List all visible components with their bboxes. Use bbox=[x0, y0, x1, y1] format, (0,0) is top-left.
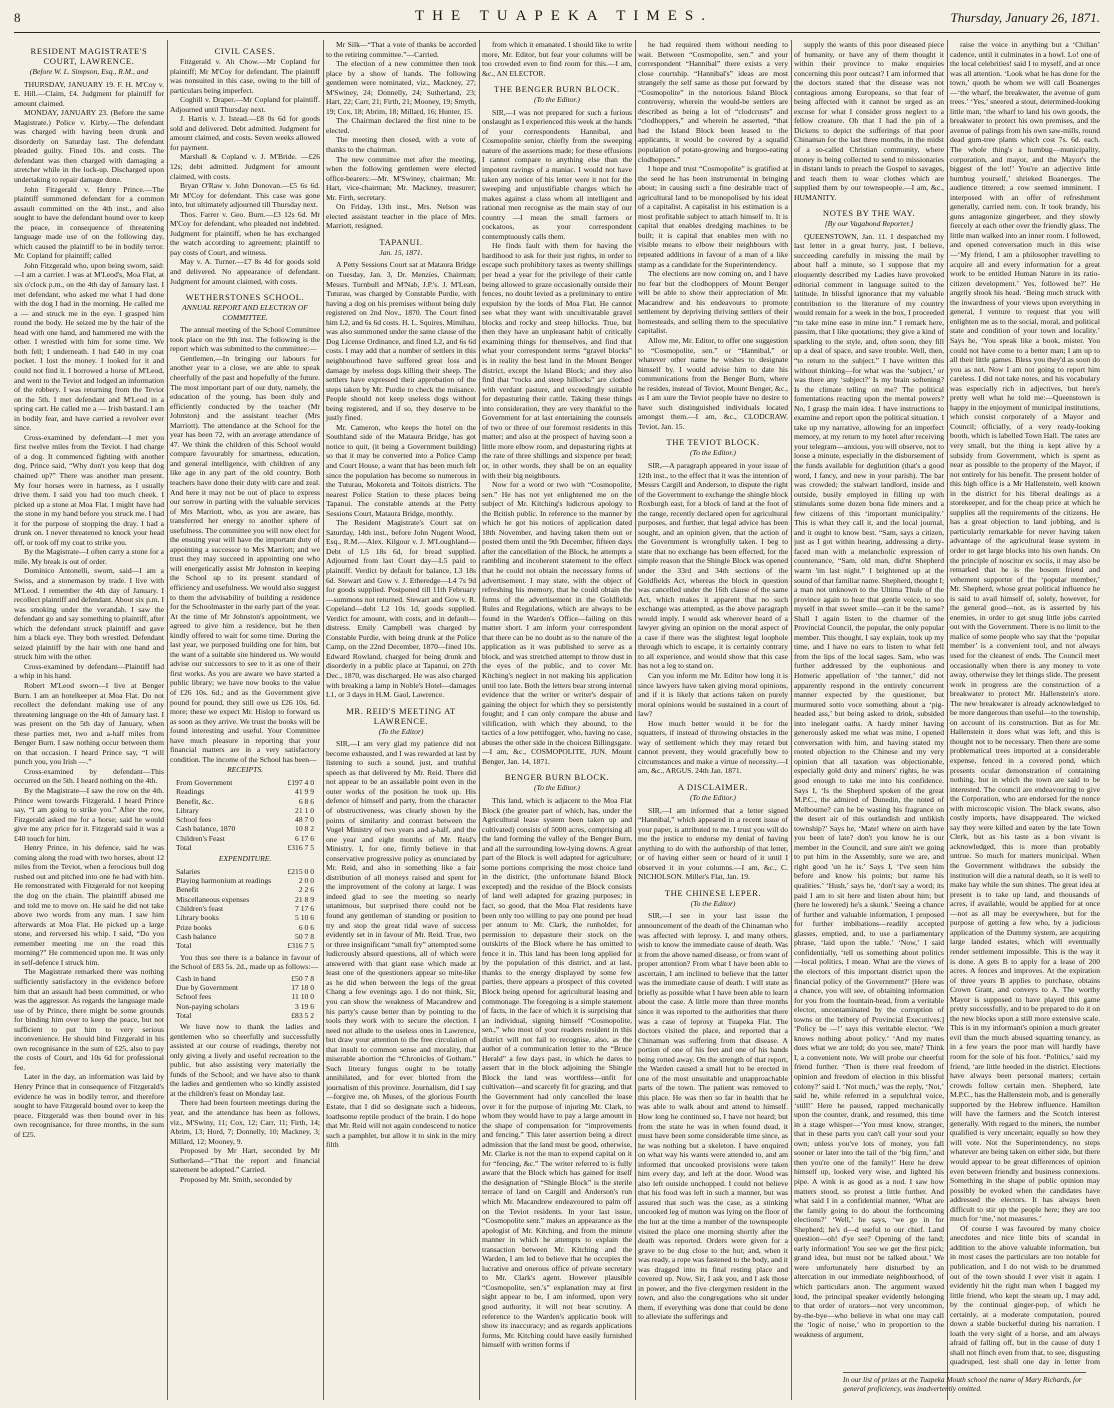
column-container bbox=[14, 40, 1100, 1400]
footnote-notice: In our list of prizes at the Tuapeka Mouth school the name of Mary Richards, for general proficiency, was inadvertently omitted. bbox=[843, 1372, 1086, 1393]
article-paragraph: The Magistrate remarked there was nothing sufficiently satisfactory in the evidence before him that an assault had been committed, or who was the aggressor. As regards the language made use of by Prince, there might be some grounds for binding him over to keep the peace, but not sufficient to put him to very serious inconvenience. He should bind Fitzgerald in his own recognisance in the sum of £25, also to pay the costs of Court, and 10s 6d for professional fee. bbox=[14, 967, 164, 1072]
article-paragraph: This land, which is adjacent to the Moa Flat Block (the greater part of which, has, under the Agricultural lease system been taken up and cultivated) consists of 5000 acres, comprising all the land forming the valley of the Benger Burn, and all the surrounding low-lying downs. A great part of the Block is well adapted for agriculture; some portions comprising the most choice land in the district, (the unfortunate Island Block excepted) and the residue of the Block consists of land well adapted for grazing purposes; in fact, so good, that the Moa Flat residents have been only too willing to pay one pound per head per annum to Mr. Clark, the runholder, for permission to depasture their stock on the outskirts of the Block where he has omitted to fence it in. This land has been long applied for by the population of this district, and at last, thanks to the energy displayed by some few parties, there appears a prospect of this coveted Block being opened for agricultural leasing and commonage. The foregoing is a simple statement of facts, in the face of which it is surprising that an individual, signing himself “Cosmopolite, sen.,” who most of your readers resident in this district will not fail to recognise, also, as the author of a communication letter to the “Bruce Herald” a few days past, in which he dares to assert that in the block adjoining the Shingle Block the land was worthless—unfit for cultivation—and scarcely fit for grazing, and that the Government had only cancelled the lease over it for the purpose of injuring Mr. Clark, to whom they would have to pay a large amount in the shape of compensation for “improvements and fencing.” This later assertion being a direct admission that the land must be good, otherwise, Mr. Clarke is not the man to expend capital on it for “fencing, &c.” The writer referred to is fully aware that the Block which has gained for itself the designation of “Shingle Block” is the sterile terrace of land on Cargill and Anderson's run which Mr. Macandrew endeavoured to palm off on the Teviot residents. In your last issue, “Cosmopolite senr.” makes an appearance as the apologist of Mr. Kitching, and from the minute manner in which he attempts to explain the transaction between Mr. Kitching and the Warden, I am led to believe that he occupies the lucrative and onerous office of private secretary to Mr. Clark's agent. However plausible “Cosmopolite, sen.'s” explanation may at first sight appear to be, I am informed, upon very good authority, it will not bear scrutiny. A reference to the Warden's applicatio book will show its inaccuracy; and as regards applications forms, Mr. Kitching could have easily furnished himself with written forms if bbox=[482, 796, 632, 1350]
article-paragraph: Thos. Farrer v. Geo. Burn.—£3 12s 6d. Mr M'Coy for defendant, who pleaded not indebted. Judgment for plaintiff, when he has exchanged the watch according to agreement; plaintiff to pay costs of Court, and witness. bbox=[170, 209, 320, 257]
article-paragraph: A Petty Sessions Court sat at Mataura Bridge on Tuesday, Jan. 3, Dr. Menzies, Chairman; Messrs. Turnbull and M'Nab, J.P.'s. J. M'Lean, Tuturau, was charged by Constable Purdie, with having a dog on his premises without being duly registered on 2nd Nov., 1870. The Court fined him L2, and 6s 6d costs. H. L. Squires, Mimihau, was also summoned under the same clause of the Dog License Ordinance, and fined L2, and 6s 6d costs. I may add that a number of settlers in this neighbourhood have suffered great loss and damage by useless dogs killing their sheep. The settlers have expressed their approbation of the steps taken by Mr. Purdie to check the nuisance. People should not keep useless dogs without being registered, and if so, they deserve to be justly fined. bbox=[326, 260, 476, 423]
table-amount-cell: 48 7 0 bbox=[295, 815, 314, 825]
table-label-cell: School fees bbox=[176, 992, 212, 1002]
table-amount-cell: 41 9 9 bbox=[295, 787, 314, 797]
column-6 bbox=[794, 40, 944, 1400]
article-paragraph: On Friday, 13th inst., Mrs. Nelson was elected assistant teacher in the place of Mrs. Marriott, resigned. bbox=[326, 202, 476, 231]
table-row bbox=[176, 923, 314, 932]
article-paragraph: supply the wants of this poor diseased piece of humanity, or have any of them thought it within their province to make enquiries concerning this poor outcast? I am informed that the doctors stated that the disease was not contagious among Europeans, so that fear of being affected with it cannot be urged as an excuse for what I consider gross neglect to a fellow creature. Oh that I had the pin of a Dickens to depict the sufferings of that poor Chinaman for the last three months, in the midst of a so-called Christian community, where money is being collected to send to missionaries in distant lands to preach the Gospel to savages, and teach them to wear clothes which are supplied them by our townspeople.—I am, &c., HUMANITY. bbox=[794, 40, 944, 202]
table-amount-cell: £316 7 5 bbox=[287, 941, 314, 951]
table-label-cell: Readings bbox=[176, 787, 205, 797]
article-paragraph: Cross-examined by defendant—This occurred on the 5th. I heard nothing on the 4th. bbox=[14, 766, 164, 786]
table-amount-cell: £316 7 5 bbox=[287, 843, 314, 852]
article-subheading: Jan. 15, 1871. bbox=[379, 247, 423, 257]
table-row bbox=[176, 815, 314, 824]
table-row bbox=[176, 913, 314, 922]
article-paragraph: You thus see there is a balance in favour of the School of £83 5s. 2d., made up as follows:— bbox=[170, 952, 320, 972]
article-heading: TAPANUI. bbox=[379, 236, 423, 247]
financial-table bbox=[176, 867, 314, 951]
table-row bbox=[176, 932, 314, 941]
table-row bbox=[176, 834, 314, 843]
masthead bbox=[14, 6, 1100, 33]
article-paragraph: The annual meeting of the School Committee took place on the 9th inst. The following is the report which was submitted to the committee:— bbox=[170, 325, 320, 354]
column-rule bbox=[479, 40, 480, 1400]
table-label-cell: Total bbox=[176, 941, 192, 951]
article-subheading: (To the Editor) bbox=[690, 898, 736, 908]
table-amount-cell: £197 4 0 bbox=[287, 777, 314, 787]
article-paragraph: Dominico Antonelli, sworn, said—I am a Swiss, and a stonemason by trade. I live with M'Leod. I remember the 4th day of January. I recollect plaintiff and defendant. About six p.m. I was smoking under the verandah. I saw the defendant go and say something to plaintiff, after which the defendant struck plaintiff and gave him a black eye. They both wrestled. Defendant seized plaintiff by the hair with one hand and struck him with the other. bbox=[14, 566, 164, 662]
article-paragraph: There had been fourteen meetings during the year, and the attendance has been as follows, viz., M'Swiny, 11; Cox, 12; Carr, 11; Firth, 14; Abrim, 13; Hord, 7; Donnelly, 10; Mackney, 3; Millard, 12; Mooney, 9. bbox=[170, 1098, 320, 1146]
table-label-cell: School fees bbox=[176, 815, 212, 825]
table-label-cell: Library bbox=[176, 805, 199, 815]
table-row bbox=[176, 806, 314, 815]
table-amount-cell: 11 10 0 bbox=[291, 992, 314, 1002]
table-label-cell: From Government bbox=[176, 777, 233, 787]
article-subheading: RECEIPTS. bbox=[226, 765, 264, 775]
article-paragraph: The meeting then closed, with a vote of thanks to the chairman. bbox=[326, 135, 476, 155]
article-paragraph: THURSDAY, JANUARY 19. F. H. M'Coy v. E. Hill.—Claim, £4. Judgment for plaintiff for amount claimed. bbox=[14, 79, 164, 108]
article-heading: THE BENGER BURN BLOCK. bbox=[494, 84, 620, 95]
table-row bbox=[176, 1002, 314, 1011]
column-2 bbox=[170, 40, 320, 1400]
article-paragraph: By the Magistrate—I often carry a stone for a mile. My break is out of order. bbox=[14, 547, 164, 566]
article-heading: NOTES BY THE WAY. bbox=[822, 208, 916, 219]
article-paragraph: How much better would it be for the squatters, if instead of throwing obstacles in the way of settlement which they may retard but cannot prevent, they would gracefully bow to circumstances and make a virtue of necessity.—I am, &c., ARGUS. 24th Jan. 1871. bbox=[638, 718, 788, 776]
article-subheading: (To the Editor) bbox=[378, 726, 424, 736]
table-amount-cell: 21 8 9 bbox=[295, 894, 314, 904]
table-amount-cell: 21 1 0 bbox=[295, 805, 314, 815]
article-subheading: ANNUAL REPORT AND ELECTION OF COMMITTEE. bbox=[182, 303, 308, 322]
article-paragraph: Later in the day, an information was laid by Henry Prince that in consequence of Fitzgerald's evidence he was in bodily terror, and therefore sought to have Fitzgerald bound over to keep the peace. Fitzgerald was then bound over in his own recognisance, for three months, in the sum of £25. bbox=[14, 1072, 164, 1139]
table-row bbox=[176, 941, 314, 950]
article-paragraph: Proposed by Mr. Smith, seconded by bbox=[180, 1174, 293, 1184]
article-paragraph: Cross-examined by defendant—I met you first twelve miles from the Teviot. I had charge of a dog. It commenced fighting with another dog. Prince said, “Why don't you keep that dog chained up?” There was another man present. My four horses were in harness, as I usually drive them. I said you had too much cheek. I picked up a stone at Moa Flat. I might have had the stone in my hand before you struck me. I had it for the purpose of stopping the dray. I had a drunk on. I never threatened to knock your head off, or took off my coat to strike you. bbox=[14, 432, 164, 547]
issue-date: Thursday, January 26, 1871. bbox=[950, 10, 1100, 25]
column-rule bbox=[635, 40, 636, 1400]
article-paragraph: Robert M'Leod sworn—I live at Benger Burn. I am an hotelkeeper at Moa Flat. Do not recollect the defendant making use of any threatening language on the 4th of January last. I was present on the 5th day of January, when these parties met, two and a-half miles from Benger Burn. I saw nothing occur between them on that occasion. I heard Prince say, “I will punch you, you Irish —.” bbox=[14, 681, 164, 767]
table-row bbox=[176, 974, 314, 983]
table-amount-cell: 5 10 6 bbox=[295, 913, 314, 923]
article-paragraph: Gentlemen,—In bringing our labours for another year to a close, we are able to speak cheerfully of the past and hopefully of the future. The most important part of our duty, namely, the education of the young, has been duly and efficiently conducted by the teacher (Mr Johnston) and the assistant teacher (Mrs Marriott). The attendance at the School for the year has been 72, with an average attendance of 47. We think the children of this School would compare favourably for smartness, education, and general intelligence, with children of any like age in any part of the old country. Both teachers have done their duty with care and zeal. And here it may not be out of place to express our sorrow in parting with the valuable services of Mrs Marriott, who, as you are aware, has transferred her energy to another sphere of usefulness. The committee you will now elect for the ensuing year will have the important duty of appointing a successor to Mrs Marriott; and we trust they may succeed in appointing one who will energetically assist Mr Johnston in keeping the School up to its present standard of efficiency and usefulness. We would also suggest to them the advisability of building a residence for the Schoolmaster in the early part of the year. At the time of Mr Johnston's appointment, we agreed to give him a residence, but he then kindly offered to wait for some time. During the last year, we purposed building one for him, but the want of a suitable site hindered us. We would advise our successors to see to it as one of their first works. As you are aware we have started a public library; we have now books to the value of £26 10s. 6d.; and as the Government give pound for pound, they still owe us £26 10s. 6d. more; these we expect Mr. Hislop to forward us as soon as they arrive. We trust the books will be found interesting and useful. Your Committee have much pleasure in reporting that your financial matters are in a very satisfactory condition. The income of the School has been— bbox=[170, 353, 320, 764]
article-paragraph: By the Magistrate—I saw the row on the 4th. Prince went towards Fitzgerald. I heard Prince say, “I am going to strike you.” After the row, Fitzgerald asked me for a horse; said he would give me any price for it. Fitzgerald said it was a £40 touch for him. bbox=[14, 786, 164, 843]
article-subheading: (To the Editor.) bbox=[690, 793, 736, 803]
table-label-cell: Library books bbox=[176, 913, 219, 923]
column-rule bbox=[323, 40, 324, 1400]
table-label-cell: Benefit, &c. bbox=[176, 796, 214, 806]
column-7 bbox=[950, 40, 1100, 1366]
table-label-cell: Non-paying scholars bbox=[176, 1001, 240, 1011]
table-label-cell: Cash balance, 1870 bbox=[176, 824, 236, 834]
table-row bbox=[176, 787, 314, 796]
column-rule bbox=[167, 40, 168, 1400]
article-paragraph: Allow me, Mr. Editor, to offer one suggestion to “Cosmopolite, sen.” or “Hannibal,” or whatever other name he wishes to designate himself by. I would advise him to date his communications from the Benger Burn, where he resides, instead of Teviot, Mount Benger, &c., as I am sure the Teviot people have no desire to have such distinguished individuals located amongst them.—I am, &c., CLODCRAW. Teviot, Jan. 15. bbox=[638, 335, 788, 431]
column-1 bbox=[14, 40, 164, 1400]
column-5 bbox=[638, 40, 788, 1400]
article-paragraph: I hope and trust “Cosmopolite” is gratified at the seed he has been instrumental in bringing about; in causing such a fine desirable tract of agricultural land to be monopolised by his ideal of a capitalist. A capitalist in his estimation is a most profitable subject to attach himself to. It is capital that enables dredging machines to be built; it is capital that enables men with no visible means to elbow their neighbours with repeated additions in favour of a man of a like stamp as a candidate for the Superintendency. bbox=[638, 164, 788, 269]
article-paragraph: The elections are now coming on, and I have no fear but the clodhoppers of Mount Benger will be able to show their appreciation of Mr. Macandrew and his endeavours to promote settlement by depriving thriving settlers of their homesteads, and selling them to the speculative capitalist. bbox=[638, 269, 788, 336]
table-label-cell: Due by Government bbox=[176, 982, 238, 992]
table-amount-cell: £50 7 8 bbox=[291, 973, 314, 983]
article-paragraph: SIR,—I am very glad my patience did not become exhausted, and I was rewarded at last by listening to such a sound, just, and truthful speech as that delivered by Mr. Reid. There did not appear to be an assailable point even in the outer works of the position he took up. His defence of himself and party, from the character of obstructiveness, was clearly shown by the points of similarity and contrast between the Vogel Ministry of two years and a-half, and the one year and eight months of Mr. Reid's Ministry. I, for one, firmly believe in that conservative progressive policy as enunciated by Mr. Reid, and also in something like a fair distribution of all moneys raised and spent for the improvement of the colony at large. I was indeed glad to see the meeting so nearly unanimous, but surprised there could not be found any gentleman of standing or position to try and stop the great tidal wave of success evidently set in in favour of Mr. Reid. True, two or three insignificant “small fry” attempted some ludicrously absurd questions, all of which were answered with that giant ease which made at least one of the questioners appear so mite-like as he did when between the legs of the great Chang a few evenings ago. I do not think, Sir, you can show the weakness of Macandrew and his party's cause better than by pointing to the tools they work with to secure the election. I need not allude to the useless ones in Lawrence, but draw your attention to the free circulation of that insult to common sense and morality, that miserable abortion the “Chronicles of Gotham.” Such literary fungus ought to be totally annihilated, and for ever blotted from the journalism of this province. Journalism, did I say—forgive me, oh Muses, of the glorious Fourth Estate, that I did so designate such a hideous, loathsome reptile product of the brain. I do hope that Mr. Reid will not again condescend to notice such a pamphlet, but allow it to sink in the miry filth bbox=[326, 739, 476, 1150]
article-paragraph: May v. A. Turner.—£7 8s 4d for goods sold and delivered. No appearance of defendant. Judgment for amount claimed, with costs. bbox=[170, 257, 320, 286]
table-label-cell: Cash balance bbox=[176, 931, 217, 941]
article-paragraph: SIR,—I see in your last issue the announcement of the death of the Chinaman who was affected with leprosy. I, and many others, wish to know the immediate cause of death. Was it from the above named disease, or from want of proper attention? From what I have been able to ascertain, I am inclined to believe that the latter was the immediate cause of death. I will state as briefly as possible what I have been able to learn about the case. A little more than three months since it was reported to the authorities that there was a case of leprosy at Tuapeka Flat. The doctors visited the place, and reported that a Chinaman was suffering from that disease. A portion of one of his feet and one of his hands being rotted away. On the strength of that report, the Warden caused a small hut to be erected in one of the most unsuitable and unapproachable parts of the town. The patient was removed to this place. He was then so far in health that he was able to walk about and attend to himself. How long he continued so, I have not heard; but from the state he was in when found dead, it must have been some considerable time since, as he was nothing but a skeleton. I have enquired on what way his wants were attended to, and am informed that uncooked provisions were taken him every day, and left at the door. Wood was also left outside unchopped. I could not believe that his food was left in such a manner, but was assured that such was the case, as a stinking uncooked leg of mutton was lying on the floor of the hut at the time a number of the townspeople visited the place one morning shortly after the death was reported. Orders were given for a grave to be dug close to the hut; and, when it was ready, a rope was fastened to the body, and it was dragged into its final resting place and covered up. Now, Sir, I ask you, and I ask those in power, and the five clergymen resident in the town, and also the congregations who sit under them, if everything was done that could be done to alleviate the sufferings and bbox=[638, 911, 788, 1322]
financial-table bbox=[176, 778, 314, 852]
article-paragraph: John Fitzgerald v. Henry Prince.—The plaintiff summoned defendant for a common assault committed on the 4th inst., and also sought to have the defendant bound over to keep the peace, in consequence of threatening language made use of on the following day, which caused the plaintiff to be in bodily terror. Mr. Copland for plaintiff; called bbox=[14, 184, 164, 261]
article-paragraph: Now for a word or two with “Cosmopolite, sen.” He has not yet enlightened me on the subject of Mr. Kitching's ludicrous apology to the British public. In reference to the manner by which he got his notices of application dated 18th November, and having taken them out or posted them until the 9th December, fifteen days after the cancellation of the Block, he attempts a rambling and incoherent statement to the effect that he could not obtain the necessary forms of advertisement. I may state, with the object of refreshing his memory, that he could obtain the forms of the advertisement in the Goldfields Rules and Regulations, which are always to be found in the Warden's Office—failing on this matter short. I am inform your correspondent that there can be no doubt as to the nature of the application as it was published to serve as a block, and was stretched attempt to throw dust in the eyes of the public, and to cover Mr. Kitching's neglect in not making his application until too late. Both the letters bear strong internal evidence that the writer or writer's despair of gaining the object for which they so persistently fought; and I can only compare the abuse and vilification, with which they abound, to the tactics of a low pettifogger, who, having no case, abuses the other side in the choicest Billingsgate.—I am, &c., COSMOPOLITE, JUN. Mount Benger, Jan. 14, 1871. bbox=[482, 480, 632, 766]
article-paragraph: Coghill v. Draper.—Mr Copland for plaintiff. Adjourned until Thursday next. bbox=[170, 95, 320, 114]
table-amount-cell: 6 17 6 bbox=[295, 833, 314, 843]
article-heading: CIVIL CASES. bbox=[214, 46, 276, 56]
article-paragraph: The new committee met after the meeting, when the following gentlemen were elected office-bearers:—Mr. M'Swiney, chairman; Mr. Hart, vice-chairman; Mr. Mackney, treasurer; Mr. Firth, secretary. bbox=[326, 154, 476, 202]
table-label-cell: Benefit bbox=[176, 885, 199, 895]
article-paragraph: SIR,—A paragraph appeared in your issue of 12th inst., to the effect that it was the intention of Messrs Cargill and Anderson, to dispute the right of the Government to exchange the shingle block Roxburgh east, for a block of land at the foot of the range, recently declared open for agricultural purposes, and further, that legal advice has been sought, and an opinion given, that the action of the Government is wrongfully taken. I beg to state that no exchange has been effected, for the simple reason that the Shingle Block was opened under the 33rd and 34th sections of the Goldfields Act, whereas the block in question was cancelled under the 16th clause of the same Act, which makes it apparent that no such exchange was attempted, as the above paragraph would imply. I would ask wherever heard of a lawyer giving an opinion on the moral aspect of a case if there was the slightest legal loophole through which to escape, it is certainly contrary to all experience, and would show that this case has not a leg to stand on. bbox=[638, 460, 788, 671]
article-paragraph: raise the voice in anything but a ‘Chilian’ cadence, until it culminates in a howl. Lo! one of the local celebrities! said I to myself, and at once was all attention. ‘Look what he has done for the town,’ quoth he whom we will call Boanerges—‘the wharf, the breakwater, the avenue of gum trees.’ ‘Yes,’ sneered a stout, determined-looking little man, ‘the wharf to land his own goods, the breakwater to protect his own premises, and the avenue of palings from his own saw-mills, round dead gum-tree plants which cost 7s. 6d. each. The whole thing's a humbug—municipality, corporation, and mayor, and the Mayor's the biggest of the lot!’ You're an adjective little humbug yourself,’ shrieked Boanerges. The audience tittered; a row seemed imminent. I interposed with an offer of refreshment generally, carried nem. con. It took brandy, his guns antagonize gingerbeer, and they slowly fiercely at each other over the friendly glass. The little man walked into an inner room. I followed, and opened conversation much in this wise—‘My friend, I am a philosopher travelling to acquire all and every information for a great work to be entitled Human Nature in its ratio-citizen development.’ Yes, followed he?’ He angrily shook his head. ‘Being much struck with the inwardness of your views upon everything in general, I venture to request that you will enlighten me as to the social, moral, and political state and condition of your town and locality.’ Says he, ‘You speak like a book, mister. You could not have come to a better man; I am up to all their little games. Bless you they'd as soon do you as not. Now I am not going to report him careless. I did not take notes, and his vocabulary was especially rich in adjectives, but here's pretty well what he told me:—Queenstown is happy in the enjoyment of municipal institutions, which consist corporately of a Mayor and Council; officially, of a very ready-looking booth, which is labelled Town Hall. The rates are very small, but the thing is kept alive by a subsidy from Government, which is spent as near as possible to the property of the Mayor, if not entirely for his benefit. The present holder of this high office is a Mr Hallenstein, well known in the district for his liberal dealings as a storekeeper, and for the cheap price at which he supplies all the requirements of the citizens. He has a great objection to land jobbing, and is particularly remarkable for never having taken advantage of the agricultural lease system in order to get large blocks into his own hands. On the principle of noscitur ex sociis, it may also be remarked that he is the bosom friend and vehement supporter of the ‘popular member,’ Mr. Shepherd, whose great political influence he is said to avail himself of, solely, however, for the general good—not, as is asserted by his enemies, in order to get snug little jobs carried out with the Government. There is no limit to the malice of some people who say that the ‘popular member’ is a convenient tool, and not always used for the cleanest of ends. The Council meet occasionally when there is any money to vote away, otherwise they let things slide. The present work in progress are the construction of a breakwater to protect Mr. Hallenstein's store. The new breakwater is already acknowledged to be more dangerous than useful—to the township, on account of its construction. But as for Mr. Hallenstein it does what was left, and this is thought not to be necessary. Then there are some problematical trees imported at a considerable expense, fenced in a covered pond, which presents ocular demonstration of containing nothing, but in which the town are said to be interested. The council are endeavouring to give the Corporation, who are endorsed for the nonce with microscopic vision. The black swans, also costly imports, have disappeared. The wicked say they were killed and eaten by the late Town Clerk, but as his taste as a bon vivant is acknowledged, this is more than probably untrue. So much for matters municipal. When the Government withdraws the subsidy the institution will die a natural death, so it is well to make hay while the sun shines. The great idea at present is to take up land, and thousands of acres, if available, would be applied for at once—not as all may be everywhere, but for the purpose of getting a few who, by a judicious application of the Dummy system, are acquiring large landed estates, which will eventually render settlement impossible. This is the way it is done. A gets B to apply for a lease of 200 acres. A fences and improves. At the expiration of three years B applies to purchase, obtains Crown Grant, and conveys to A. The worthy Mayor is supposed to have played this game pretty successfully, and to be prepared to do it on the new blocks upon a still more extensive scale. This is in my informant's opinion a much greater evil than the much abused squatting tenancy, as in a few years the poor man will hardly have room for the sole of his foot. ‘Politics,’ said my friend, ‘are little heeded in the district. Elections have always been personal matters; certain crowds follow certain men. Shepherd, late M.P.C., has the Hallenstein mob, and is generally supported by the Hebrew influence. Hamilton will have the farmers and the Scotch interest generally. With regard to the miners, the number qualified is very uncertain; equally so how they will vote. Not the Superintendency, no steps whatever are being taken on either side, but there would appear to be great differences of opinion even between friendly and business connexions. Something in the shape of public opinion may possibly be evoked when the candidates have addressed the electors. It has always been difficult to stir up the people here; they are too much for ‘me,’ not measures.’ bbox=[950, 40, 1100, 1224]
article-subheading: (To the Editor.) bbox=[690, 448, 736, 458]
table-row bbox=[176, 983, 314, 992]
article-paragraph: Mr. Cameron, who keeps the hotel on the Southland side of the Mataura Bridge, has got notice to quit, (it being a Government building) so that it may be converted into a Police Camp and Court House, a want that has been much felt since the population has become so numerous in the Tuturau, Mokoreta and Toitois districts. The nearest Police Station to these places being Tapanui. The constable attends at the Petty Sessions Court, Mataura Bridge, monthly. bbox=[326, 422, 476, 518]
table-row bbox=[176, 876, 314, 885]
article-subheading: (To the Editor.) bbox=[534, 95, 580, 105]
article-paragraph: The Chairman declared the first nine to be elected. bbox=[326, 116, 476, 135]
table-amount-cell: 17 18 0 bbox=[291, 982, 314, 992]
article-heading: RESIDENT MAGISTRATE'S COURT, LAWRENCE. bbox=[30, 46, 148, 66]
table-amount-cell: £215 0 0 bbox=[287, 866, 314, 876]
table-row bbox=[176, 885, 314, 894]
article-subheading: [By our Vagabond Reporter.] bbox=[824, 219, 914, 229]
table-amount-cell: 3 19 6 bbox=[295, 1001, 314, 1011]
table-amount-cell: 2 0 0 bbox=[298, 876, 314, 886]
table-amount-cell: 2 2 6 bbox=[298, 885, 314, 895]
table-row bbox=[176, 867, 314, 876]
table-row bbox=[176, 824, 314, 833]
article-heading: MR. REID'S MEETING AT LAWRENCE. bbox=[346, 705, 456, 726]
article-paragraph: Proposed by Mr Hart, seconded by Mr Sutherland—“That the report and financial statement be adopted.” Carried. bbox=[170, 1146, 320, 1175]
article-paragraph: MONDAY, JANUARY 23. (Before the same Magistrate.) Police v. Kirby.—The defendant was charged with having been drunk and disorderly on Saturday last. The defendant pleaded guilty. Fined 10s. and costs. The defendant was then charged with damaging a stretcher while in the lock-up. Discharged upon undertaking to repair damage done. bbox=[14, 108, 164, 185]
table-row bbox=[176, 1011, 314, 1020]
table-label-cell: Cash in hand bbox=[176, 973, 216, 983]
article-paragraph: Henry Prince, in his defence, said he was coming along the road with two horses, about 12 miles from the Teviot, when a ferocious bull dog rushed out and pitched into one he had with him. He remonstrated with Fitzgerald for not keeping the dog on the chain. The plaintiff abused me and told me to move on. He said he did not take above two words from any man. I saw him afterwards at Moa Flat. He picked up a large stone, and rerversed his whip. I said, “Do you remember meeting me on the road this morning?” He commenced upon me. It was only in self-defence I struck him. bbox=[14, 843, 164, 967]
column-rule bbox=[791, 40, 792, 1400]
article-paragraph: J. Harris v. J. Istead.—£8 0s 6d for goods sold and delivered. Debt admitted. Judgment for amount claimed, and costs. Seven weeks allowed for payment. bbox=[170, 114, 320, 152]
article-paragraph: Can you inform me Mr. Editor how long it is since lawyers have taken giving moral opinions, and if it is likely that actions taken on purely moral opinions would be sustained in a court of law? bbox=[638, 671, 788, 719]
table-amount-cell: 10 8 2 bbox=[295, 824, 314, 834]
table-label-cell: Prize books bbox=[176, 922, 212, 932]
column-4 bbox=[482, 40, 632, 1400]
newspaper-title: THE TUAPEKA TIMES. bbox=[414, 8, 714, 24]
article-paragraph: Of course I was favoured by many choice anecdotes and nice little bits of scandal in addition to the above valuable information, but in most cases the particulars are too notable for publication, and I do not wish to be drummed out of the town should I ever visit it again. I evidently hit the right man when I bagged my little friend, who kept the steam up, I may add, by the continual ginger-pop, of which he certainly, at a moderate computation, poured down a stable bucketful during his narration. I loath the very sight of a horse, and am always afraid of falling off, but in the cause of duty I shall not flinch even from that, to see, disgusting quadruped, lest shall one day in letter from bbox=[950, 1223, 1100, 1366]
table-amount-cell: 6 0 6 bbox=[298, 922, 314, 932]
table-label-cell: Children's feast bbox=[176, 904, 224, 914]
table-label-cell: Miscellaneous expenses bbox=[176, 894, 250, 904]
article-heading: A DISCLAIMER. bbox=[677, 782, 749, 793]
article-subheading: EXPENDITURE. bbox=[218, 854, 272, 864]
article-paragraph: QUEENSTOWN, Jan. 11. I despatched my last letter in a great hurry, just, I believe, succeeding carefully in missing the mail by about half a minute, so I suppose that my eloquently described my Ladies have provoked editorial comment in language suited to the latitude. In blissful ignorance that my valuable contribution to the literature of my country would remain for a week in the box, I proceeded “to take mine ease in mine inn.” I remark here, passim, that I like quotations; they give a kind of sparkling to the style, and, often soon, they fill up a deal of space, and save trouble. Well, then, “to return to the subject.” I have written this without thinking—for what was the ‘subject,’ or was there any ‘subject?’ Is my brain softening? Is the climate telling on me? The political fomentations reacting upon the mental powers? No, I grasp the main idea. I have instructions to examine and report upon the political situation. I take up my narrative, allowing for an imperfect memory, at my return to my hotel after receiving your telegram—anxious, you will observe, not to loose a minute, especially in the disbursement of the funds available for deglutition (that's a good word, I fancy, and new in your parish). The bar was crowded; the stalwart landlord, inside and outside, busily employed in filling up with stimulants some dozen bona fide miners and a few citizens of this ‘important municipality.’ This is what they call it, and the local journal, and it ought to know best. “Sam, says a citizen, just as I got within hearing, addressing a dirty-faced man with a melancholic expression of countenance, “Sam, old man, did'nt Shepherd warm 'im last night.” I brightened up at the sound of that familiar name. Shepherd, thought I; a man not unknown to the Ultima Thule of the province again to hear that gentle voice, to soo myself in that sweet smile—can it be the same? Shall I again listen to the charmer of the Provincial Council, the popular, the only popular member. This thought, I say explain, took up my time, and I have no ears to listen to what fell from the lips of the local sages. Sam, who was further addressed by the euphonious and Homeric appellation of ‘the tanner,’ did not apparently respond in the entirely concurrent manner expected by the questioner, but murmured sotto voce something about a ‘pig-headed ass,’ but being asked to drink, subsided into inelegant oaths. A hardy miner having generously asked me what was mine, I opened conversation with him, and having stated my rooted objection to the Chinese and my very opinion that all taxation was objectionable, especially gold duty and miners' rights, he was good enough to take me into his confidence. Says I, ‘Is the Shepherd spoken of the great M.P.C., the admired of Dunedin, the noted of Melbourne? can he be wasting his fragrance on the desert air of this outlandish and unlikish township?’ Says he, ‘Mate! where on airth have you been of late? don't you know he is our member in the Council, and sure ain't we going to put him in the Assembly, sure we are, and right good 'un he is.’ Says I, ‘I've seen him before and know his points; but name his qualities.’ ‘Hush,’ says he, ‘don't say a word; its paid I am to sit here and listen about him; but (here he lowered) he's a skunk.’ Seeing a chance of further and valuable information, I proposed for further imbibations—readily accepted glasses, emptied, and, to use a parliamentary phrase, ‘laid upon the table.’ ‘Now,’ I said confidentially, ‘tell us something about politics—local politics, I mean. What are the views of the electors of this important district upon the financial policy of the Government?’ [Here was a chance, you will see, of obtaining information for you from the fountain-head, from a veritable elector, uncontaminated by the corruption of towns or the bribery of Provincial Executives.] ‘Policy be —!’ says this veritable elector. ‘We knows nothing about policy.’ ‘And my mates does what we are told; do you see, mate? Think I, a convenient note. We will probe our cheerful friend further. ‘Then is there real freedom of opinion and freedom of election in this blissful colony?’ said I. ‘Not much,’ was the reply, ‘Not,’ said he, while referred in a sepulchral voice, ‘still!’ Here he paused, rapped mechanically upon the counter, drank, and resumed, this time in a stage whisper—‘You must know, stranger, that in these parts you can't call your soul your own; unless you've lots of money, you fall sooner or later into the tail of the ‘big firm,’ and then you're one of the family!’ Here he drew himself up, looked very wise, and lighted his pipe. A wink is as good as a nod. I saw how matters stood, so protest a little further. And what said I in a confidential manner, ‘What are the family going to do about the forthcoming elections?’ ‘Well,’ he says, ‘we go in for Shepherd; he's d—d useful to our chief. Land question—oh! d'ye see? Opening of the land; early information! You see we get the first pick; grand idea, but must not be talked about.’ We were unfortunately here disturbed by an altercation in our immediate neighbourhood, of which particulars anon. The argument waxed loud, the principal speaker evidently belonging to that order of orators—not very uncommon, by-the-bye—who believe in what one may call the ‘logic of noise,’ who in proportion to the weakness of argument, bbox=[794, 231, 944, 1339]
article-paragraph: We have now to thank the ladies and gentlemen who so cheerfully and successfully assisted at our course of readings, thereby not only giving a lively and useful recreation to the public, but also assisting very materially the funds of the School; and we have also to thank the ladies and gentlemen who so kindly assisted at the children's feast on Monday last. bbox=[170, 1022, 320, 1098]
article-subheading: (To the Editor.) bbox=[534, 783, 580, 793]
table-row bbox=[176, 843, 314, 852]
table-row bbox=[176, 904, 314, 913]
article-paragraph: Bryan O'Raw v. John Donovan.—£5 6s 6d. Mr M'Coy for defendant. This case was gone into, but ultimately adjourned till Thursday next. bbox=[170, 181, 320, 210]
article-paragraph: John Fitzgerald who, upon being sworn, said:—I am a carrier. I was at M'Leod's, Moa Flat, at six o'clock p.m., on the 4th day of January last. I met defendant, who asked me what I had done with the dog I had in the morning. He called me a — and struck me in the eye. I grasped him round the body. He seized me by the hair of the head with one hand, and hammered me with the other. I wrestled with him for some time. We both fell; I underneath. I had £40 in my coat pocket. I lost the money. I looked for it and could not find it. I borrowed a horse of M'Leod, and went to the Teviot and lodged an information of the robbery. I was returning from the Teviot on the 5th. I met defendant and M'Leod in a spring cart. He called me a — Irish bastard. I am in bodily fear, and have carried a revolver ever since. bbox=[14, 260, 164, 433]
article-paragraph: Cross-examined by defendant—Plaintiff had a whip in his hand. bbox=[14, 661, 164, 681]
article-paragraph: He finds fault with them for having the hardihood to ask for their just rights, in order to escape such prohibitory taxes as twenty shillings per head a year for the privilege of their cattle being allowed to graze occasionally outside their fences, no doubt levied as a preliminary to entire expulsion by the lords of Moa Flat. He cannot see what they want with uncultivatable gravel blocks and rocky and steep hillocks. True, but then they have an unpleasant habit of critically examining things for themselves, and find that what your correspondent terms “gravel blocks” is in reality the best land in the Mount Benger district, except the Island Block; and they also find that “rocks and steep hillocks” are clothed with verdant pasture, and exceedingly suitable for depasturing their cattle. Taking these things into consideration, they are very thankful to the Government for at last entertaining the counsels of two or three of our foremost residents in this matter; and also at the prospect of having soon a little more elbow room, and depasturing rights at the rate of three shillings and sixpence per head; or, in other words, they shall be on an equality with their big neighbours. bbox=[482, 241, 632, 480]
table-label-cell: Salaries bbox=[176, 866, 201, 876]
table-label-cell: Playing harmonium at readings bbox=[176, 876, 272, 886]
financial-table bbox=[176, 974, 314, 1020]
article-paragraph: he had required them without needing to wait. Between “Cosmopolite, sen.” and your correspondent “Hannibal” there exists a very close courtship. “Hannibal's” ideas are most strangely the self same as those put forward by “Cosmopolite” in the notorious Island Block controversy, wherein the would-be settlers are described as being a lot of “clodcrusts” and “clodhoppers,” and wherein he asserted, “that had the Island Block been leased to the applicants, it would be covered by a squalid population of potato-growing and burgoo-eating clodhoppers.” bbox=[638, 40, 788, 164]
table-label-cell: Total bbox=[176, 843, 192, 852]
page-number: 8 bbox=[14, 10, 21, 25]
table-row bbox=[176, 778, 314, 787]
table-amount-cell: £83 5 2 bbox=[291, 1010, 314, 1020]
article-paragraph: The Resident Magistrate's Court sat on Saturday, 14th inst., before John Nugent Wood, Esq., R.M.—Alex. Kilgour v. J. M'Loughland—Debt of L5 18s 6d, for bread supplied. Adjourned from last Court day—L5 paid to plaintiff. Verdict by default for balance, L3 18s 6d. Stewart and Gow v. J. Etheredge—L4 7s 9d for goods supplied. Postponed till 11th February—summons not returned. Stewart and Gow v. R. Copeland—debt L2 10s 1d, goods supplied. Verdict for amount, with costs, and in default—distress. Emily Campbell was charged by Constable Purdie, with being drunk at the Police Camp, on the 22nd December, 1870—fined 10s. Edward Rowland, charged for being drunk and disorderly in a public place at Tapanui, on 27th Dec., 1870, was discharged. He was also charged with breaking a lamp in Noble's Hotel—damages L1, or 3 days in H.M. Gaol, Lawrence. bbox=[326, 518, 476, 700]
article-heading: THE TEVIOT BLOCK. bbox=[666, 437, 760, 448]
article-paragraph: SIR,—I am informed that a letter signed “Hannibal,” which appeared in a recent issue of your paper, is attributed to me. I trust you will do me the justice to endorse my denial of having anything to do with the authorship of that letter, or of having either seen or heard of it until I observed it in your columns.—I am, &c., C. NICHOLSON. Miller's Flat, Jan. 19. bbox=[638, 805, 788, 882]
table-row bbox=[176, 797, 314, 806]
table-row bbox=[176, 895, 314, 904]
article-heading: BENGER BURN BLOCK. bbox=[504, 772, 610, 783]
table-label-cell: Total bbox=[176, 1010, 192, 1020]
article-subheading: (Before W. L. Simpson, Esq., R.M., and bbox=[29, 67, 149, 76]
table-amount-cell: 7 17 6 bbox=[295, 904, 314, 914]
table-amount-cell: 50 7 8 bbox=[295, 931, 314, 941]
article-paragraph: SIR,—I was not prepared for such a furious onslaught as I experienced this week at the hands of your correspondents Hannibal, and Cosmopolite senior, chiefly from the sweeping nature of the assertions made; for these effusions I cannot compare to anything else than the impotent ravings of a maniac. I would not have taken any notice of his letter were it not for the sweeping and unjustifiable charges which he makes against a class whom all intelligent and rational men recognise as the main stay of our country —I mean the small farmers or cockatoos, as your correspondent contemptuously calls them. bbox=[482, 107, 632, 241]
column-3 bbox=[326, 40, 476, 1400]
table-label-cell: Children's Feast bbox=[176, 833, 225, 843]
article-paragraph: Mr Silk—“That a vote of thanks be accorded to the retiring committee.”—Carried. bbox=[326, 40, 476, 59]
table-row bbox=[176, 992, 314, 1001]
article-heading: WETHERSTONES SCHOOL. bbox=[185, 292, 305, 303]
article-paragraph: Marshall & Copland v. J. M'Bride. —£26 12s; debt admitted. Judgment for amount claimed, with costs. bbox=[170, 152, 320, 181]
article-paragraph: The election of a new committee then took place by a show of hands. The following gentlemen were nominated, viz., Mackney, 27; M'Swiney, 24; Donnelly, 24; Sutherland, 23; Hart, 22; Carr, 21; Firth, 21; Mooney, 19; Smyth, 19; Cox, 18; Abrim, 18; Millard, 16; Hunter, 15. bbox=[326, 59, 476, 116]
column-rule bbox=[947, 40, 948, 1400]
article-heading: THE CHINESE LEPER. bbox=[664, 887, 762, 898]
article-paragraph: from which it emanated. I should like to write more, Mr. Editor, but fear your columns will be too crowded even to find room for this.—I am, &c., AN ELECTOR. bbox=[482, 40, 632, 78]
table-amount-cell: 6 8 6 bbox=[298, 796, 314, 806]
article-paragraph: Fitzgerald v. Ah Chow.—Mr Copland for plaintiff; Mr M'Coy for defendant. The plaintiff was nonsuited in this case, owing to the bill of particulars being imperfect. bbox=[170, 57, 320, 95]
